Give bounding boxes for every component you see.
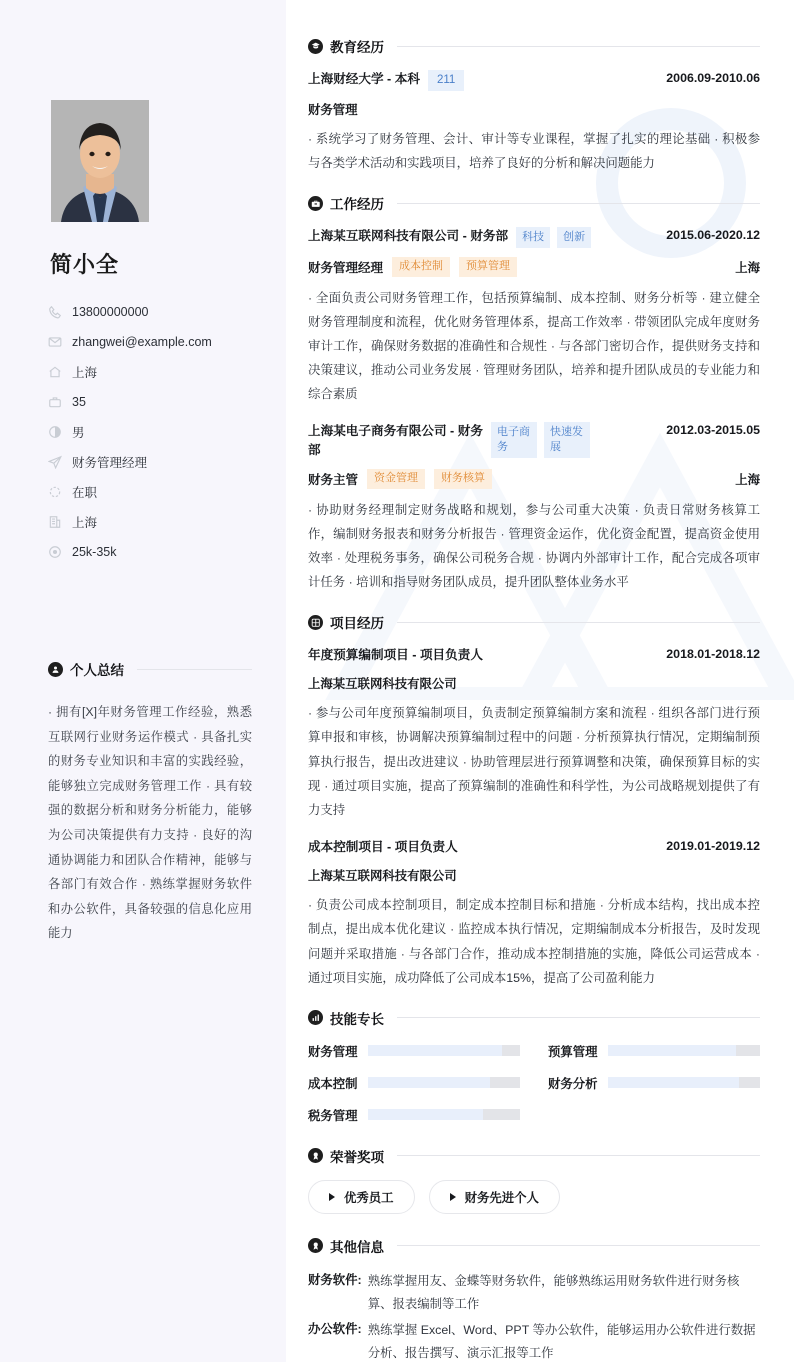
project-desc: · 负责公司成本控制项目，制定成本控制目标和措施 · 分析成本结构，找出成本控制点，提出成本优化建议 · 监控成本执行情况，定期编制成本分析报告，及时发现问题并采取措施 · 与各部门合作，推动成本控制措施的实施，降低公司运营成本 · 通过项目实施，成功降低了公司成本15%，提高了公司盈利能力 <box>308 898 760 985</box>
contact-status-value: 在职 <box>72 486 98 500</box>
skill-bar-fill <box>608 1045 736 1056</box>
briefcase-icon <box>48 395 62 409</box>
paper-plane-icon <box>48 455 62 469</box>
skill-bar <box>368 1109 520 1120</box>
work-date: 2012.03-2015.05 <box>666 423 760 438</box>
other-title: 其他信息 <box>330 1239 384 1255</box>
work-role-tag: 财务核算 <box>434 469 492 488</box>
play-triangle-icon <box>450 1193 456 1201</box>
contact-age <box>48 387 252 417</box>
work-item <box>308 227 760 406</box>
summary-header <box>48 659 252 686</box>
work-role: 财务管理经理 <box>308 260 384 275</box>
other-value: 熟练掌握用友、金蝶等财务软件，能够熟练运用财务软件进行财务核算、报表编制等工作 <box>367 1273 740 1311</box>
project-item <box>308 838 760 990</box>
work-role-tag: 成本控制 <box>392 257 450 276</box>
divider <box>397 46 760 47</box>
skill-item <box>308 1106 520 1124</box>
honor-chip[interactable] <box>429 1180 560 1214</box>
contact-location-value: 上海 <box>72 366 98 380</box>
education-badge: 211 <box>428 70 464 91</box>
work-desc: · 协助财务经理制定财务战略和规划，参与公司重大决策 · 负责日常财务核算工作，编制财务报表和财务分析报告 · 管理资金运作，优化资金配置，提高资金使用效率 · 处理税务事务，确保公司税务合规 · 协调内外部审计工作，配合完成各项审计任务 · 培训和指导财务团队成员，提升团队整体业务水平 <box>308 502 760 590</box>
summary-text: · 拥有[X]年财务管理工作经验，熟悉互联网行业财务运作模式 · 具备扎实的财务专业知识和丰富的实践经验，能够独立完成财务管理工作 · 具有较强的数据分析和财务分析能力，能够为公司决策提供有力支持 · 良好的沟通协调能力和团队合作精神，能够与各部门有效合作 · 熟练掌握财务软件和办公软件，具备较强的信息化应用能力 <box>48 705 252 941</box>
skill-item <box>308 1074 520 1092</box>
skills-grid <box>308 1042 760 1124</box>
other-value: 熟练掌握 Excel、Word、PPT 等办公软件，能够运用办公软件进行数据分析、报告撰写、演示汇报等工作 <box>367 1322 756 1360</box>
project-company: 上海某互联网科技有限公司 <box>308 677 457 692</box>
education-desc: · 系统学习了财务管理、会计、审计等专业课程，掌握了扎实的理论基础 · 积极参与各类学术活动和实践项目，培养了良好的分析和解决问题能力 <box>308 131 760 171</box>
education-item <box>308 70 760 175</box>
skills-title: 技能专长 <box>330 1011 384 1027</box>
projects-section <box>308 612 760 989</box>
other-section <box>308 1236 760 1362</box>
salary-icon <box>48 545 62 559</box>
education-title: 教育经历 <box>330 40 384 55</box>
skill-bar <box>608 1077 760 1088</box>
other-header <box>308 1236 760 1256</box>
page-title: 简小全 <box>50 252 120 277</box>
skill-name: 预算管理 <box>548 1044 598 1059</box>
work-role-row <box>308 257 760 276</box>
award-icon <box>308 1148 323 1163</box>
skill-bar-fill <box>608 1077 739 1088</box>
project-item <box>308 646 760 822</box>
education-major: 财务管理 <box>308 102 358 117</box>
education-item-header <box>308 70 760 91</box>
skill-bar-fill <box>368 1077 490 1088</box>
work-role-row <box>308 469 760 488</box>
honors-title: 荣誉奖项 <box>330 1149 384 1165</box>
work-tag: 快速发展 <box>544 422 590 458</box>
contact-phone-value: 13800000000 <box>72 305 149 319</box>
chart-bar-icon <box>308 1010 323 1025</box>
contact-gender-value: 男 <box>72 426 85 440</box>
work-tag: 电子商务 <box>491 422 537 458</box>
education-date: 2006.09-2010.06 <box>666 71 760 85</box>
skill-item <box>308 1042 520 1060</box>
work-role-tag: 预算管理 <box>459 257 517 276</box>
skill-item <box>548 1042 760 1060</box>
skill-bar-fill <box>368 1109 484 1120</box>
work-title: 工作经历 <box>330 197 384 213</box>
contact-status <box>48 477 252 507</box>
project-company: 上海某互联网科技有限公司 <box>308 869 457 884</box>
work-tag: 科技 <box>516 227 550 248</box>
skills-section <box>308 1008 760 1124</box>
contact-gender <box>48 417 252 447</box>
phone-icon <box>48 305 62 319</box>
project-name: 年度预算编制项目 - 项目负责人 <box>308 648 483 663</box>
play-triangle-icon <box>329 1193 335 1201</box>
info-icon <box>308 1238 323 1253</box>
work-section <box>308 193 760 594</box>
avatar <box>51 100 149 222</box>
contact-position <box>48 447 252 477</box>
project-date: 2019.01-2019.12 <box>666 839 760 854</box>
main-content <box>286 0 794 1362</box>
work-company: 上海某电子商务有限公司 - 财务部 <box>308 424 483 458</box>
home-icon <box>48 365 62 379</box>
summary-section <box>48 659 252 946</box>
honors-section <box>308 1146 760 1214</box>
education-school: 上海财经大学 - 本科 <box>308 72 420 86</box>
building-icon <box>48 515 62 529</box>
project-name: 成本控制项目 - 项目负责人 <box>308 840 458 855</box>
contact-email <box>48 327 252 357</box>
gender-icon <box>48 425 62 439</box>
work-tags <box>516 227 591 248</box>
skill-bar <box>368 1077 520 1088</box>
skill-name: 税务管理 <box>308 1108 358 1123</box>
skill-name: 财务分析 <box>548 1076 598 1091</box>
graduation-cap-icon <box>308 39 323 54</box>
user-icon <box>48 662 63 677</box>
briefcase-icon <box>308 196 323 211</box>
contact-location <box>48 357 252 387</box>
other-key: 财务软件: <box>308 1272 362 1287</box>
skill-name: 成本控制 <box>308 1076 358 1091</box>
honor-chip[interactable] <box>308 1180 415 1214</box>
status-icon <box>48 485 62 499</box>
other-key: 办公软件: <box>308 1321 362 1336</box>
work-desc: · 全面负责公司财务管理工作，包括预算编制、成本控制、财务分析等 · 建立健全财务管理制度和流程，优化财务管理体系，提高工作效率 · 带领团队完成年度财务审计工作，确保财务数据的准确性和合规性 · 与各部门密切合作，提供财务支持和决策建议，推动公司业务发展 · 管理财务团队，培养和提升团队成员的专业能力和综合素质 <box>308 290 760 402</box>
divider <box>397 1155 760 1156</box>
project-item-header <box>308 838 760 857</box>
honors-header <box>308 1146 760 1166</box>
education-header <box>308 36 760 56</box>
honors-list <box>308 1180 760 1214</box>
honor-label: 优秀员工 <box>344 1190 394 1205</box>
work-item-header <box>308 422 760 460</box>
work-location: 上海 <box>735 472 760 487</box>
contact-city-value: 上海 <box>72 516 98 530</box>
skill-bar <box>368 1045 520 1056</box>
summary-title: 个人总结 <box>70 663 124 678</box>
education-section <box>308 36 760 175</box>
project-item-header <box>308 646 760 665</box>
work-item <box>308 422 760 594</box>
project-date: 2018.01-2018.12 <box>666 647 760 662</box>
work-item-header <box>308 227 760 248</box>
contact-list <box>48 297 252 567</box>
project-desc: · 参与公司年度预算编制项目，负责制定预算编制方案和流程 · 组织各部门进行预算申报和审核，协调解决预算编制过程中的问题 · 分析预算执行情况，定期编制预算执行报告，提出改进建议 · 协助管理层进行预算调整和决策，确保预算目标的实现 · 通过项目实施，提高了预算编制的准确性和科学性，为公司战略规划提供了有力支持 <box>308 706 760 818</box>
contact-salary-value: 25k-35k <box>72 545 117 559</box>
divider <box>397 203 760 204</box>
divider <box>397 1017 760 1018</box>
other-item <box>308 1270 760 1316</box>
sidebar <box>0 0 286 1362</box>
project-grid-icon <box>308 615 323 630</box>
projects-header <box>308 612 760 632</box>
skill-item <box>548 1074 760 1092</box>
work-tags <box>491 422 590 458</box>
skills-header <box>308 1008 760 1028</box>
email-icon <box>48 335 62 349</box>
contact-age-value: 35 <box>72 395 86 409</box>
work-tag: 创新 <box>557 227 591 248</box>
honor-label: 财务先进个人 <box>464 1190 539 1205</box>
contact-salary <box>48 537 252 567</box>
divider <box>397 1245 760 1246</box>
work-company: 上海某互联网科技有限公司 - 财务部 <box>308 229 509 244</box>
contact-phone <box>48 297 252 327</box>
contact-position-value: 财务管理经理 <box>72 456 148 470</box>
skill-name: 财务管理 <box>308 1044 358 1059</box>
work-location: 上海 <box>735 260 760 275</box>
work-header <box>308 193 760 213</box>
projects-title: 项目经历 <box>330 616 384 632</box>
divider <box>137 669 252 670</box>
work-date: 2015.06-2020.12 <box>666 228 760 243</box>
skill-bar <box>608 1045 760 1056</box>
other-item <box>308 1319 760 1362</box>
skill-bar-fill <box>368 1045 502 1056</box>
contact-email-value: zhangwei@example.com <box>72 335 212 349</box>
contact-city <box>48 507 252 537</box>
divider <box>397 622 760 623</box>
work-role: 财务主管 <box>308 472 359 487</box>
work-role-tag: 资金管理 <box>367 469 425 488</box>
portrait-illustration <box>51 100 149 222</box>
